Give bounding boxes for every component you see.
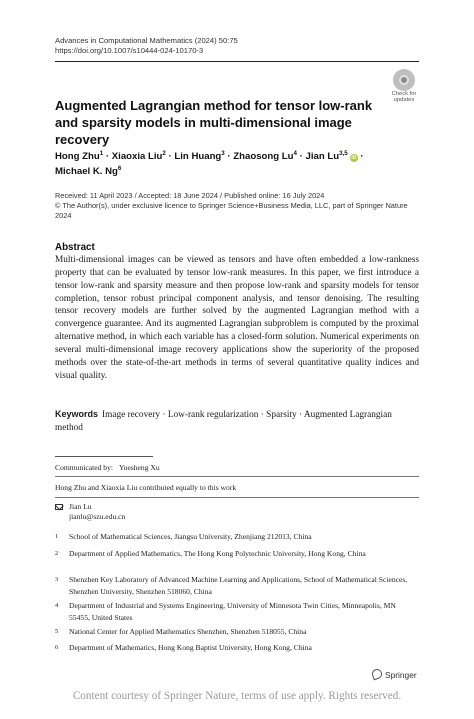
- contribution-note: Hong Zhu and Xiaoxia Liu contributed equally to this work: [55, 483, 237, 492]
- publication-dates: [55, 191, 420, 221]
- courtesy-notice: Content courtesy of Springer Nature, terms of use apply. Rights reserved.: [72, 690, 402, 702]
- author[interactable]: Zhaosong Lu$^4$: [233, 150, 297, 162]
- check-for-updates-badge[interactable]: [389, 69, 419, 103]
- author[interactable]: Michael K. Ng$^6$: [55, 165, 122, 177]
- publisher-name: Springer: [385, 670, 417, 680]
- affiliation: School of Mathematical Sciences, Jiangsu University, Zhenjiang 212013, China: [69, 532, 312, 541]
- springer-horse-icon: [371, 668, 384, 681]
- affiliation-number: 4: [55, 602, 59, 609]
- author-list: Hong Zhu$^1$ · Xiaoxia Liu$^2$ · Lin Huang$^3$ · Zhaosong $Lu^4$ · Jian Lu$^{3,5}$iD · Michael K. Ng$^6$: [55, 150, 364, 177]
- copyright-notice: © The Author(s), under exclusive licence to Springer Science+Business Media, LLC, part of Springer Nature 2024: [55, 201, 408, 220]
- check-for-updates-icon: [393, 69, 415, 91]
- affiliation: Department of Industrial and Systems Engineering, University of Minnesota Twin Cities, Minneapolis, MN 55455, United States: [69, 601, 396, 622]
- footnote-divider: [55, 497, 419, 498]
- corresponding-name: Jian Lu: [69, 502, 92, 511]
- author[interactable]: Lin Huang$^3$: [174, 150, 225, 162]
- author[interactable]: Jian Lu$^{3,5}$iD: [305, 150, 357, 162]
- check-for-updates-label: Check for updates: [391, 91, 417, 104]
- corresponding-email[interactable]: jianlu@szu.edu.cn: [69, 512, 126, 522]
- footnote-rule: [55, 456, 153, 457]
- affiliation-number: 3: [55, 576, 59, 583]
- communicated-by: Communicated by: Yuesheng Xu: [55, 463, 160, 472]
- header-rule: [55, 61, 419, 62]
- author[interactable]: Hong Zhu$^1$: [55, 150, 104, 162]
- keywords: [55, 408, 419, 435]
- keywords-label: Keywords: [55, 409, 99, 419]
- affiliation: Department of Mathematics, Hong Kong Baptist University, Hong Kong, China: [69, 643, 312, 652]
- orcid-icon[interactable]: iD: [351, 155, 357, 161]
- mail-icon: [55, 504, 63, 510]
- publisher-logo: [372, 669, 417, 680]
- corresponding-author: [69, 502, 125, 523]
- affiliation-number: 6: [55, 644, 59, 651]
- journal-citation: Advances in Computational Mathematics (2024) 50:75: [55, 36, 238, 45]
- affiliation-number: 1: [55, 533, 59, 540]
- footnote-divider: [55, 476, 419, 477]
- abstract-body: Multi-dimensional images can be viewed as tensors and have often embedded a low-rankness property that can be evaluated by tensor low-rank measures. In this paper, we first introduce a tensor low-rank and sparsity measure and then propose low-rank and sparsity models for tensor completion, tensor robust principal component analysis, and tensor denoising. The resulting tensor recovery models are further solved by the augmented Lagrangian method with a convergence guarantee. And its augmented Lagrangian subproblem is computed by the proximal alternative method, in which each variable has a closed-form solution. Numerical experiments on several multi-dimensional image recovery applications show the superiority of the proposed methods over the state-of-the-art methods in terms of several quantitative quality indices and visual quality.: [55, 255, 419, 381]
- article-title: Augmented Lagrangian method for tensor low-rank and sparsity models in multi-dimensional image recovery: [55, 98, 373, 147]
- keywords-text: Image recovery · Low-rank regularization · Sparsity · Augmented Lagrangian method: [55, 410, 392, 433]
- affiliation-number: 5: [55, 628, 59, 635]
- author[interactable]: Xiaoxia Liu$^2$: [111, 150, 166, 162]
- doi-link[interactable]: https://doi.org/10.1007/s10444-024-10170-3: [55, 46, 204, 56]
- history-dates: Received: 11 April 2023 / Accepted: 18 June 2024 / Published online: 16 July 2024: [55, 191, 325, 200]
- affiliation: Shenzhen Key Laboratory of Advanced Machine Learning and Applications, School of Mathematical Sciences, Shenzhen University, Shenzhen 518060, China: [69, 575, 408, 596]
- affiliation-number: 2: [55, 550, 59, 557]
- affiliation: Department of Applied Mathematics, The Hong Kong Polytechnic University, Hong Kong, China: [69, 549, 366, 558]
- journal-header: [55, 36, 238, 57]
- affiliation: National Center for Applied Mathematics Shenzhen, Shenzhen 518055, China: [69, 627, 307, 636]
- abstract-heading: Abstract: [55, 242, 95, 253]
